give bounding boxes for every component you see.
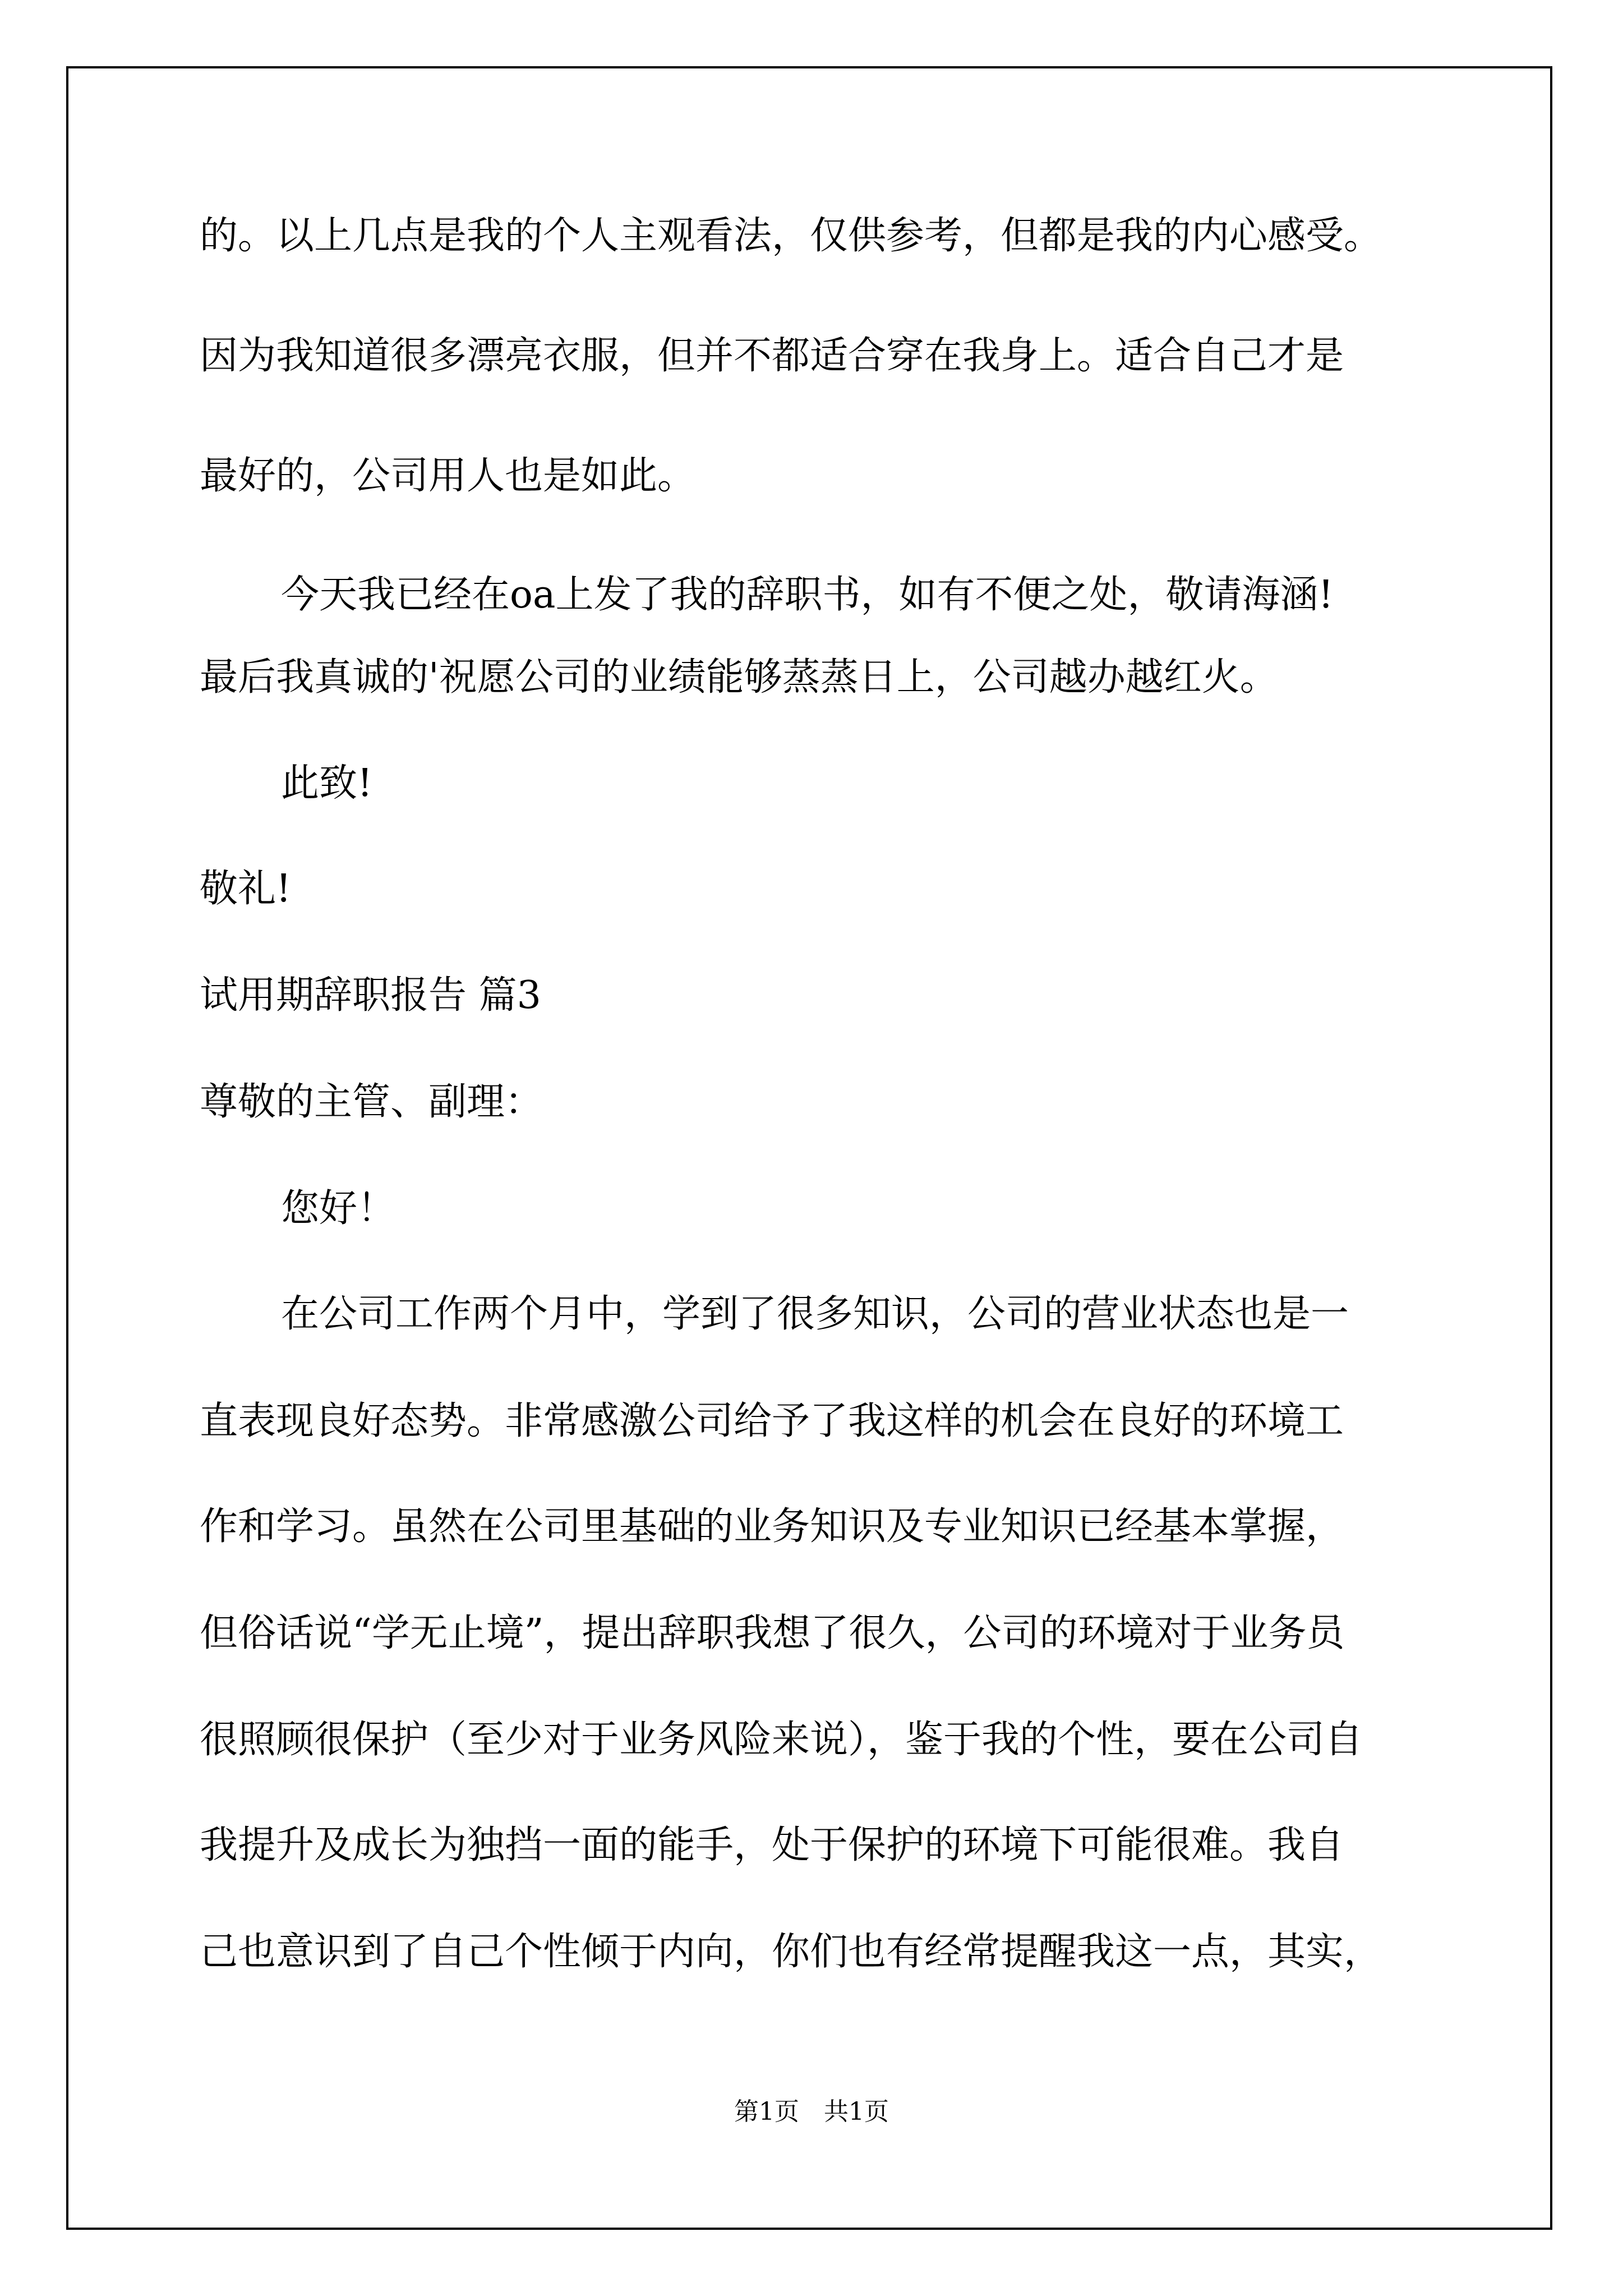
body-line-7: 直表现良好态势。非常感激公司给予了我这样的机会在良好的环境工 xyxy=(200,1399,1344,1443)
page-footer: 第1页 共1页 xyxy=(734,2097,889,2126)
closing-regards: 敬礼! xyxy=(200,867,292,911)
body-line-3: 最好的，公司用人也是如此。 xyxy=(200,454,696,498)
letter-greeting: 您好！ xyxy=(281,1186,396,1231)
body-line-1: 的。以上几点是我的个人主观看法，仅供参考，但都是我的内心感受。 xyxy=(200,214,1382,258)
body-line-4: 今天我已经在oa上发了我的辞职书，如有不便之处，敬请海涵! xyxy=(281,573,1334,617)
page-border xyxy=(66,66,1552,2230)
body-line-9: 但俗话说“学无止境”，提出辞职我想了很久，公司的环境对于业务员 xyxy=(200,1611,1345,1655)
body-line-11: 我提升及成长为独挡一面的能手，处于保护的环境下可能很难。我自 xyxy=(200,1823,1344,1867)
body-line-10: 很照顾很保护（至少对于业务风险来说），鉴于我的个性，要在公司自 xyxy=(200,1718,1363,1762)
closing-salutation: 此致! xyxy=(281,761,373,806)
body-line-2: 因为我知道很多漂亮衣服，但并不都适合穿在我身上。适合自己才是 xyxy=(200,334,1344,378)
body-line-6: 在公司工作两个月中，学到了很多知识，公司的营业状态也是一 xyxy=(281,1292,1349,1336)
body-line-5: 最后我真诚的'祝愿公司的业绩能够蒸蒸日上，公司越办越红火。 xyxy=(200,655,1278,700)
section-heading: 试用期辞职报告 篇3 xyxy=(200,973,541,1018)
body-line-8: 作和学习。虽然在公司里基础的业务知识及专业知识已经基本掌握， xyxy=(200,1504,1344,1549)
body-line-12: 己也意识到了自己个性倾于内向，你们也有经常提醒我这一点，其实， xyxy=(200,1930,1382,1974)
letter-addressee: 尊敬的主管、副理： xyxy=(200,1080,543,1124)
